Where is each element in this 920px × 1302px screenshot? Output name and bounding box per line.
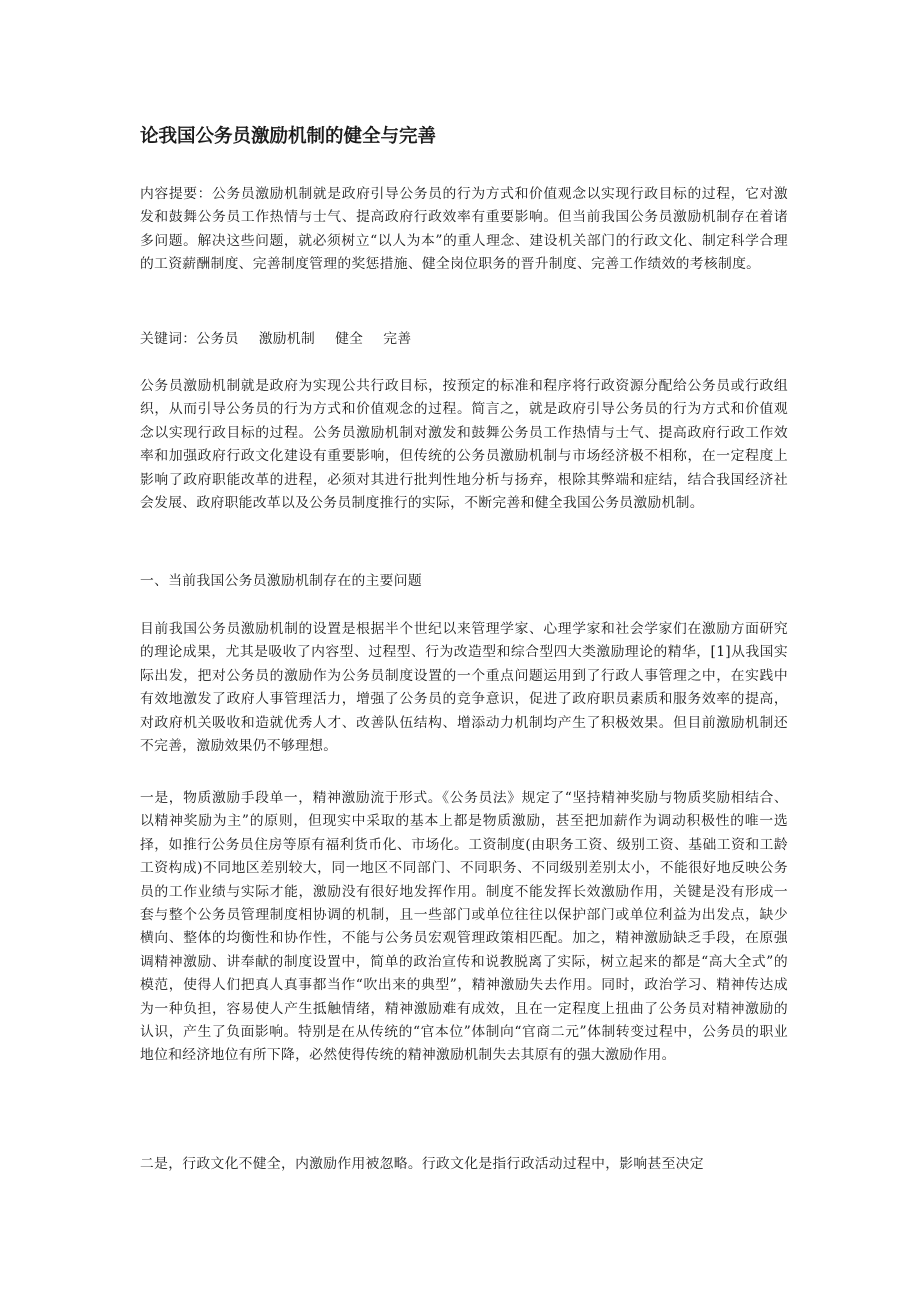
body-paragraph: 目前我国公务员激励机制的设置是根据半个世纪以来管理学家、心理学家和社会学家们在激励方面研究的理论成果，尤其是吸收了内容型、过程型、行为改造型和综合型四大类激励理论的精华，[1]从我国实际出发，把对公务员的激励作为公务员制度设置的一个重点问题运用到了行政人事管理之中，在实践中有效地激发了政府人事管理活力，增强了公务员的竞争意识，促进了政府职员素质和服务效率的提高，对政府机关吸收和造就优秀人才、改善队伍结构、增添动力机制均产生了积极效果。但目前激励机制还不完善，激励效果仍不够理想。 (140, 621, 788, 755)
keywords-label: 关键词： (140, 331, 197, 347)
keyword-item: 完善 (383, 331, 412, 347)
abstract-paragraph: 内容提要：公务员激励机制就是政府引导公务员的行为方式和价值观念以实现行政目标的过程，它对激发和鼓舞公务员工作热情与士气、提高政府行政效率有重要影响。但当前我国公务员激励机制存在着诸多问题。解决这些问题，就必须树立“以人为本”的重人理念、建设机关部门的行政文化、制定科学合理的工资薪酬制度、完善制度管理的奖惩措施、健全岗位职务的晋升制度、完善工作绩效的考核制度。 (140, 186, 788, 273)
keyword-item: 公务员 (196, 331, 239, 347)
section-heading: 一、当前我国公务员激励机制存在的主要问题 (140, 573, 422, 589)
keyword-item: 健全 (335, 331, 364, 347)
document-title: 论我国公务员激励机制的健全与完善 (140, 126, 437, 147)
keywords-line (140, 328, 788, 351)
keyword-item: 激励机制 (258, 331, 316, 347)
body-paragraph: 二是，行政文化不健全，内激励作用被忽略。行政文化是指行政活动过程中，影响甚至决定 (140, 1156, 704, 1172)
intro-paragraph: 公务员激励机制就是政府为实现公共行政目标，按预定的标准和程序将行政资源分配给公务员或行政组织，从而引导公务员的行为方式和价值观念的过程。简言之，就是政府引导公务员的行为方式和价值观念以实现行政目标的过程。公务员激励机制对激发和鼓舞公务员工作热情与士气、提高政府行政工作效率和加强政府行政文化建设有重要影响，但传统的公务员激励机制与市场经济极不相称，在一定程度上影响了政府职能改革的进程，必须对其进行批判性地分析与扬弃，根除其弊端和症结，结合我国经济社会发展、政府职能改革以及公务员制度推行的实际，不断完善和健全我国公务员激励机制。 (140, 378, 788, 512)
body-paragraph: 一是，物质激励手段单一，精神激励流于形式。《公务员法》规定了“坚持精神奖励与物质奖励相结合、以精神奖励为主”的原则，但现实中采取的基本上都是物质激励，甚至把加薪作为调动积极性的唯一选择，如推行公务员住房等原有福利货币化、市场化。工资制度(由职务工资、级别工资、基础工资和工龄工资构成)不同地区差别较大，同一地区不同部门、不同职务、不同级别差别太小，不能很好地反映公务员的工作业绩与实际才能，激励没有很好地发挥作用。制度不能发挥长效激励作用，关键是没有形成一套与整个公务员管理制度相协调的机制，且一些部门或单位往往以保护部门或单位利益为出发点，缺少横向、整体的均衡性和协作性，不能与公务员宏观管理政策相匹配。加之，精神激励缺乏手段，在原强调精神激励、讲奉献的制度设置中，简单的政治宣传和说教脱离了实际，树立起来的都是“高大全式”的模范，使得人们把真人真事都当作“吹出来的典型”，精神激励失去作用。同时，政治学习、精神传达成为一种负担，容易使人产生抵触情绪，精神激励难有成效，且在一定程度上扭曲了公务员对精神激励的认识，产生了负面影响。特别是在从传统的“官本位”体制向“官商二元”体制转变过程中，公务员的职业地位和经济地位有所下降，必然使得传统的精神激励机制失去其原有的强大激励作用。 (140, 790, 788, 1064)
